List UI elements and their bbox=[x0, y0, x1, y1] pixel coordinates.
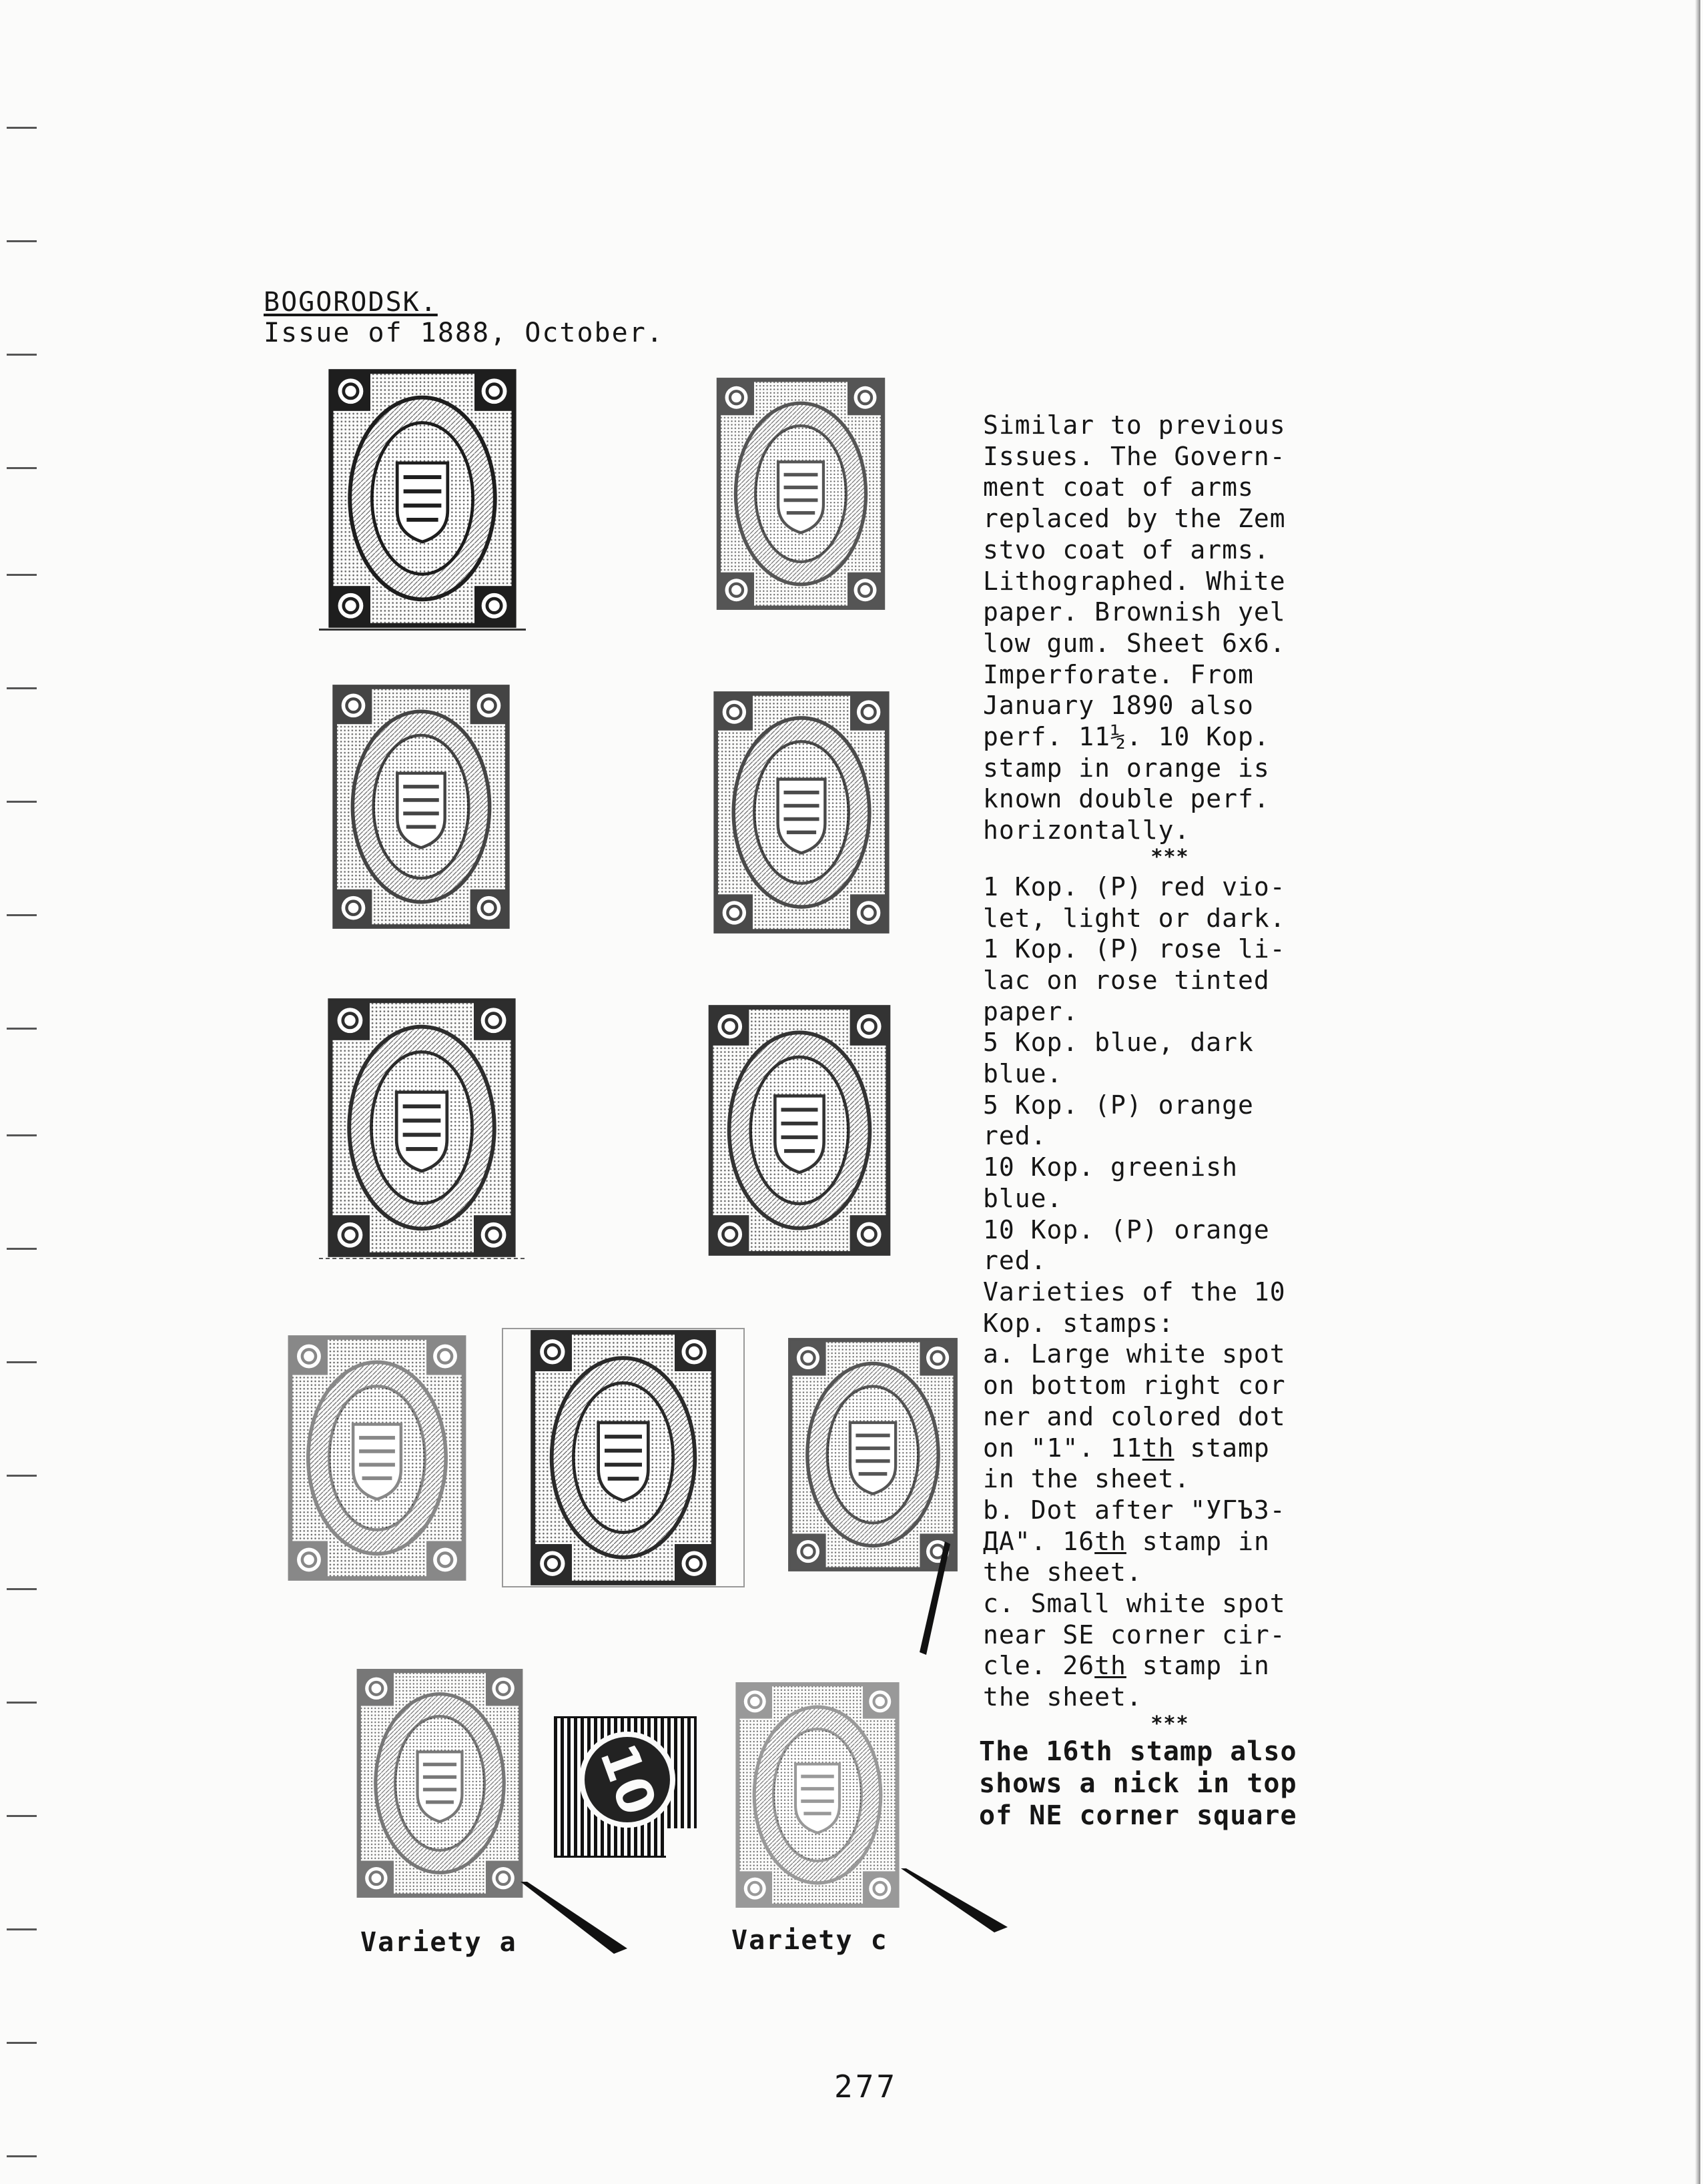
listing-line: ДА". 16th stamp in bbox=[983, 1526, 1270, 1556]
town-title: BOGORODSK. bbox=[264, 287, 438, 318]
listing-line: on "1". 11th stamp bbox=[983, 1433, 1270, 1463]
separator: *** bbox=[1150, 1712, 1189, 1736]
description-line: replaced by the Zem bbox=[983, 504, 1286, 534]
listing-line: b. Dot after "УГЪЗ- bbox=[983, 1495, 1286, 1525]
page-heading bbox=[264, 287, 664, 348]
listing-line: red. bbox=[983, 1246, 1047, 1276]
description-line: stamp in orange is bbox=[983, 753, 1270, 783]
listing-line: 1 Kop. (P) rose li- bbox=[983, 934, 1286, 964]
caption-variety-c: Variety c bbox=[731, 1925, 888, 1956]
variety-b-pointer bbox=[918, 1541, 958, 1655]
stamp-10-kop-greenish-blue bbox=[319, 998, 525, 1259]
description-block bbox=[983, 410, 1357, 846]
stamp-5-kop-blue bbox=[318, 684, 525, 930]
listing-line: Varieties of the 10 bbox=[983, 1277, 1286, 1307]
listing-line: let, light or dark. bbox=[983, 903, 1286, 933]
note-line: of NE corner square bbox=[979, 1800, 1297, 1831]
description-line: known double perf. bbox=[983, 784, 1270, 814]
description-line: Lithographed. White bbox=[983, 566, 1286, 596]
description-line: low gum. Sheet 6x6. bbox=[983, 628, 1286, 658]
value-listing bbox=[983, 871, 1357, 1713]
closing-note bbox=[979, 1736, 1357, 1832]
listing-line: red. bbox=[983, 1121, 1047, 1151]
listing-line: paper. bbox=[983, 996, 1079, 1026]
stamp-10-kop-orange-red bbox=[706, 1004, 893, 1256]
listing-line: Kop. stamps: bbox=[983, 1308, 1174, 1338]
separator: *** bbox=[1150, 845, 1189, 869]
listing-line: near SE corner cir- bbox=[983, 1619, 1286, 1650]
ordinal-suffix: th bbox=[1094, 1526, 1126, 1556]
page-number: 277 bbox=[834, 2069, 898, 2105]
listing-line: lac on rose tinted bbox=[983, 965, 1270, 995]
listing-line: in the sheet. bbox=[983, 1464, 1190, 1494]
description-line: Issues. The Govern- bbox=[983, 441, 1286, 471]
listing-line: a. Large white spot bbox=[983, 1339, 1286, 1369]
detail-numeral: 10 bbox=[588, 1736, 669, 1823]
description-line: paper. Brownish yel bbox=[983, 597, 1286, 627]
stamp-variety-a-enlarged bbox=[338, 1668, 542, 1898]
listing-line: 1 Kop. (P) red vio- bbox=[983, 871, 1286, 901]
corner-detail-10 bbox=[554, 1716, 697, 1858]
listing-line: blue. bbox=[983, 1183, 1063, 1213]
note-line: shows a nick in top bbox=[979, 1768, 1297, 1799]
variety-c-pointer bbox=[901, 1868, 1008, 1935]
description-line: horizontally. bbox=[983, 815, 1190, 845]
description-line: Imperforate. From bbox=[983, 659, 1254, 689]
page-edge bbox=[1695, 0, 1700, 2184]
description-line: ment coat of arms bbox=[983, 472, 1254, 502]
note-line: The 16th stamp also bbox=[979, 1736, 1297, 1767]
ordinal-suffix: th bbox=[1142, 1433, 1174, 1463]
listing-line: on bottom right cor bbox=[983, 1371, 1286, 1401]
listing-line: the sheet. bbox=[983, 1557, 1142, 1587]
listing-line: 5 Kop. (P) orange bbox=[983, 1090, 1254, 1120]
stamp-variety-c bbox=[787, 1335, 958, 1575]
listing-line: blue. bbox=[983, 1059, 1063, 1089]
listing-line: 10 Kop. greenish bbox=[983, 1152, 1239, 1182]
description-line: stvo coat of arms. bbox=[983, 534, 1270, 565]
issue-subtitle: Issue of 1888, October. bbox=[264, 318, 664, 348]
stamp-1-kop-red-violet bbox=[319, 368, 526, 631]
stamp-variety-c-enlarged bbox=[727, 1682, 908, 1908]
stamp-variety-a bbox=[280, 1335, 474, 1581]
listing-line: cle. 26th stamp in bbox=[983, 1651, 1270, 1681]
listing-line: the sheet. bbox=[983, 1682, 1142, 1712]
description-line: January 1890 also bbox=[983, 691, 1254, 721]
caption-variety-a: Variety a bbox=[360, 1927, 517, 1958]
variety-a-pointer bbox=[521, 1882, 627, 1955]
listing-line: 10 Kop. (P) orange bbox=[983, 1214, 1270, 1244]
binder-margin bbox=[0, 0, 60, 2184]
listing-line: c. Small white spot bbox=[983, 1589, 1286, 1619]
text-column bbox=[979, 410, 1357, 1832]
stamp-variety-b bbox=[502, 1328, 745, 1587]
listing-line: 5 Kop. blue, dark bbox=[983, 1028, 1254, 1058]
listing-line: ner and colored dot bbox=[983, 1401, 1286, 1431]
ordinal-suffix: th bbox=[1094, 1651, 1126, 1681]
description-line: Similar to previous bbox=[983, 410, 1286, 440]
stamp-5-kop-orange-red bbox=[711, 691, 892, 934]
description-line: perf. 11½. 10 Kop. bbox=[983, 722, 1270, 752]
stamp-1-kop-rose-lilac bbox=[714, 377, 888, 611]
